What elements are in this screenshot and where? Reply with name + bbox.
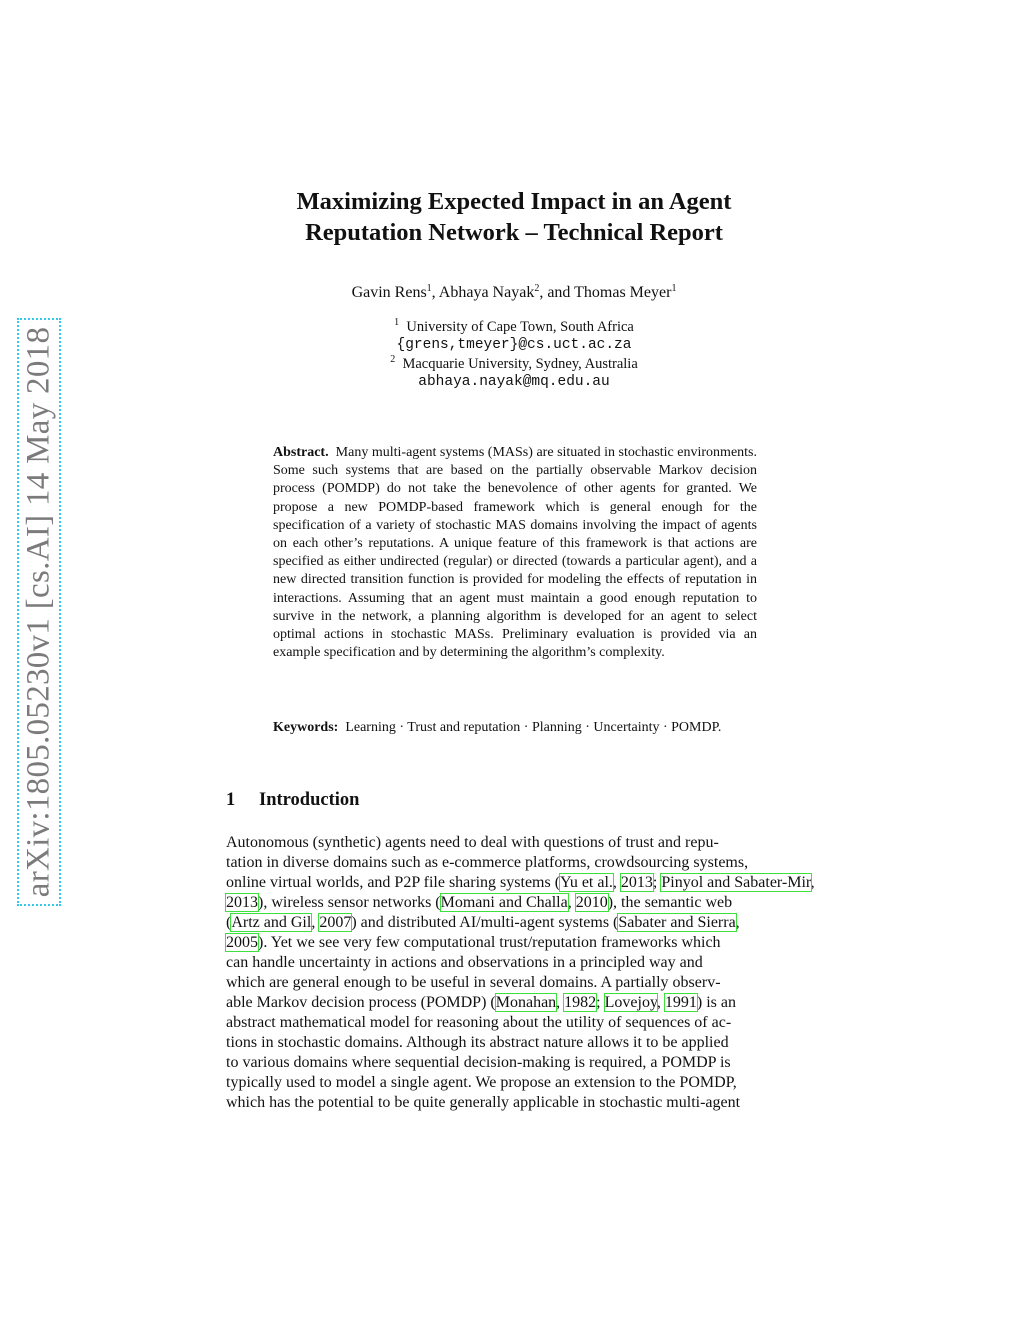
introduction-paragraph (226, 833, 815, 1113)
text-span: able Markov decision process (POMDP) ( (226, 994, 496, 1011)
text-span: ), the semantic web (607, 894, 733, 911)
text-line (226, 933, 804, 953)
author-list (224, 284, 804, 302)
text-line: which has the potential to be quite generally applicable in stochastic multi-agent (226, 1094, 741, 1111)
citation-link[interactable]: 1982 (564, 994, 597, 1011)
text-line: typically used to model a single agent. We propose an extension to the POMDP, (226, 1074, 737, 1091)
citation-link[interactable]: 2010 (575, 894, 608, 911)
text-span: , (656, 994, 665, 1011)
title-line-1: Maximizing Expected Impact in an Agent (296, 188, 732, 215)
author-name: Abhaya Nayak (438, 284, 535, 301)
text-line: tions in stochastic domains. Although its abstract nature allows it to be applied (226, 1034, 729, 1051)
keywords-label: Keywords: (273, 720, 339, 735)
text-span: online virtual worlds, and P2P file sharing systems ( (226, 874, 561, 891)
affiliation-name: Macquarie University, Sydney, Australia (402, 355, 638, 372)
citation-link[interactable]: Yu et al. (560, 874, 613, 891)
affiliation-number: 1 (394, 317, 400, 328)
keywords (273, 719, 757, 737)
affiliation-1-email: {grens,tmeyer}@cs.uct.ac.za (396, 337, 632, 354)
text-span: ( (226, 914, 232, 931)
paper-title (224, 186, 804, 248)
text-span: , (810, 874, 815, 891)
citation-link[interactable]: 1991 (664, 994, 697, 1011)
text-span: ) is an (696, 994, 737, 1011)
text-line: Autonomous (synthetic) agents need to deal with questions of trust and repu- (226, 834, 719, 851)
text-span: ). Yet we see very few computational trust/reputation frameworks which (258, 934, 721, 951)
text-span: , (735, 914, 740, 931)
abstract-label: Abstract. (273, 445, 329, 460)
author-name: Gavin Rens (351, 284, 427, 301)
author-separator: , and (539, 284, 575, 301)
text-line: tation in diverse domains such as e-commerce platforms, crowdsourcing systems, (226, 854, 749, 871)
affiliation-number: 2 (390, 353, 396, 365)
text-line (226, 913, 804, 933)
text-line (226, 893, 804, 913)
text-span: , (567, 894, 576, 911)
arxiv-identifier-stamp (17, 318, 61, 906)
citation-link[interactable]: Momani and Challa (440, 894, 568, 911)
text-line: to various domains where sequential decision-making is required, a POMDP is (226, 1054, 731, 1071)
affiliations (224, 318, 804, 391)
section-number: 1 (226, 790, 236, 810)
text-line: which are general enough to be useful in several domains. A partially observ- (226, 974, 721, 991)
citation-link[interactable]: Lovejoy (604, 994, 657, 1011)
author-affiliation-mark: 1 (426, 283, 432, 294)
text-span: , (612, 874, 621, 891)
affiliation-2 (224, 355, 804, 373)
section-heading (226, 790, 359, 811)
citation-link[interactable]: 2013 (226, 894, 258, 911)
text-span: ) and distributed AI/multi-agent systems ( (351, 914, 619, 931)
text-line: abstract mathematical model for reasoning about the utility of sequences of ac- (226, 1014, 732, 1031)
citation-link[interactable]: 2005 (226, 934, 258, 951)
text-line: can handle uncertainty in actions and observations in a principled way and (226, 954, 703, 971)
text-span: , (311, 914, 320, 931)
keywords-text: Learning · Trust and reputation · Planning · Uncertainty · POMDP. (345, 720, 722, 735)
citation-link[interactable]: Sabater and Sierra (618, 914, 736, 931)
author-name: Thomas Meyer (574, 284, 672, 301)
abstract-text: Many multi-agent systems (MASs) are situated in stochastic environments. Some such systems that are based on the partially observable Markov decision process (POMDP) do not take the benevolence of other agents for granted. We propose a new POMDP-based framework which is general enough for the specification of a variety of stochastic MAS domains involving the impact of agents on each other’s reputations. A unique feature of this framework is that actions are specified as either undirected (regular) or directed (towards a particular agent), and a new directed transition function is provided for modeling the effects of reputation in interactions. Assuming that an agent must maintain a good enough reputation to survive in the network, a planning algorithm is developed for an agent to select optimal actions in stochastic MASs. Preliminary evaluation is provided via an example specification and by determining the algorithm’s complexity. (273, 445, 758, 661)
title-line-2: Reputation Network – Technical Report (305, 219, 723, 246)
section-title: Introduction (259, 790, 360, 810)
text-span: ), wireless sensor networks ( (258, 894, 441, 911)
text-line (226, 993, 804, 1013)
citation-link[interactable]: Artz and Gil (231, 914, 312, 931)
citation-link[interactable]: 2013 (620, 874, 653, 891)
affiliation-name: University of Cape Town, South Africa (406, 319, 634, 335)
citation-link[interactable]: Pinyol and Sabater-Mir (661, 874, 811, 891)
text-span: ; (652, 874, 662, 891)
affiliation-1 (224, 318, 804, 336)
text-span: , (556, 994, 565, 1011)
author-separator: , (431, 284, 439, 301)
affiliation-2-email: abhaya.nayak@mq.edu.au (418, 373, 610, 390)
text-span: ; (596, 994, 605, 1011)
abstract (273, 444, 757, 662)
citation-link[interactable]: 2007 (319, 914, 352, 931)
arxiv-identifier-text: arXiv:1805.05230v1 [cs.AI] 14 May 2018 (20, 326, 57, 898)
text-line (226, 873, 815, 893)
citation-link[interactable]: Monahan (495, 994, 557, 1011)
author-affiliation-mark: 2 (534, 283, 540, 294)
author-affiliation-mark: 1 (671, 283, 677, 294)
